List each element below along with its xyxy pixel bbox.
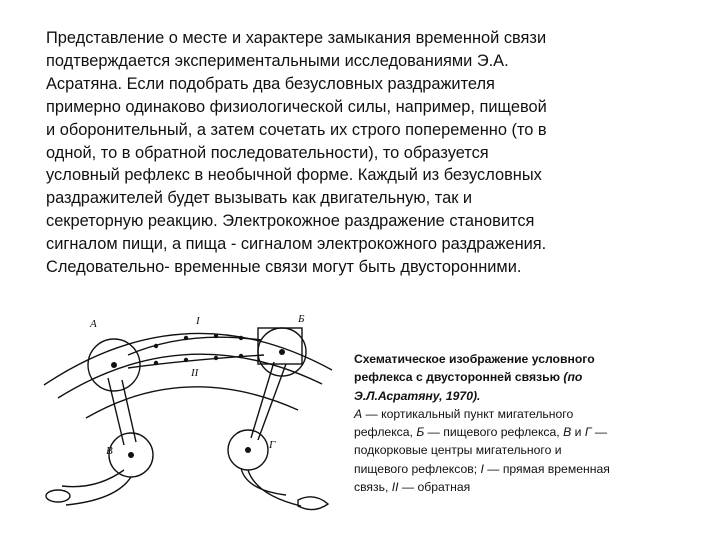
paragraph-line: секреторную реакцию. Электрокожное раздражение становится (46, 212, 535, 231)
label-v: В (106, 445, 113, 457)
caption-source-line: Э.Л.Асратяну, 1970). (354, 388, 481, 403)
mouth-drawing (298, 497, 328, 510)
figure-caption (354, 350, 704, 496)
label-b: Б (298, 313, 305, 325)
paragraph-line: примерно одинаково физиологической силы, например, пищевой (46, 97, 547, 116)
label-i: I (196, 315, 200, 327)
caption-line: связь, II — обратная (354, 480, 471, 495)
cortical-point-b-frame (258, 328, 302, 364)
paragraph-line: и оборонительный, а затем сочетать их строго попеременно (то в (46, 120, 547, 139)
caption-line: А — кортикальный пункт мигательного (354, 406, 574, 421)
paragraph-line: Представление о месте и характере замыкания временной связи (46, 29, 547, 47)
eye-drawing (46, 490, 70, 502)
cortex-inner-arc (86, 387, 298, 418)
caption-line: рефлекса, Б — пищевого рефлекса, В и Г — (354, 425, 608, 440)
main-paragraph (46, 27, 686, 279)
caption-line: пищевого рефлексов; I — прямая временная (354, 461, 610, 476)
caption-line: подкорковые центры мигательного и (354, 443, 562, 458)
paragraph-line: Асратяна. Если подобрать два безусловных раздражителя (46, 74, 495, 93)
caption-title-line: рефлекса с двусторонней связью (по (354, 370, 583, 385)
paragraph-line: одной, то в обратной последовательности), то образуется (46, 143, 489, 162)
label-ii: II (191, 367, 199, 379)
paragraph-line: Следовательно‑ временные связи могут быть двусторонними. (46, 258, 522, 277)
paragraph-line: подтверждается экспериментальными исследованиями Э.А. (46, 51, 509, 70)
paragraph-line: раздражителей будет вызывать как двигательную, так и (46, 189, 473, 208)
label-g: Г (269, 439, 276, 451)
reflex-diagram (36, 300, 346, 535)
label-a: А (90, 318, 97, 330)
paragraph-line: сигналом пищи, а пища - сигналом электрокожного раздражения. (46, 235, 547, 254)
caption-title-line: Схематическое изображение условного (354, 352, 595, 366)
paragraph-line: условный рефлекс в необычной форме. Каждый из безусловных (46, 166, 542, 185)
